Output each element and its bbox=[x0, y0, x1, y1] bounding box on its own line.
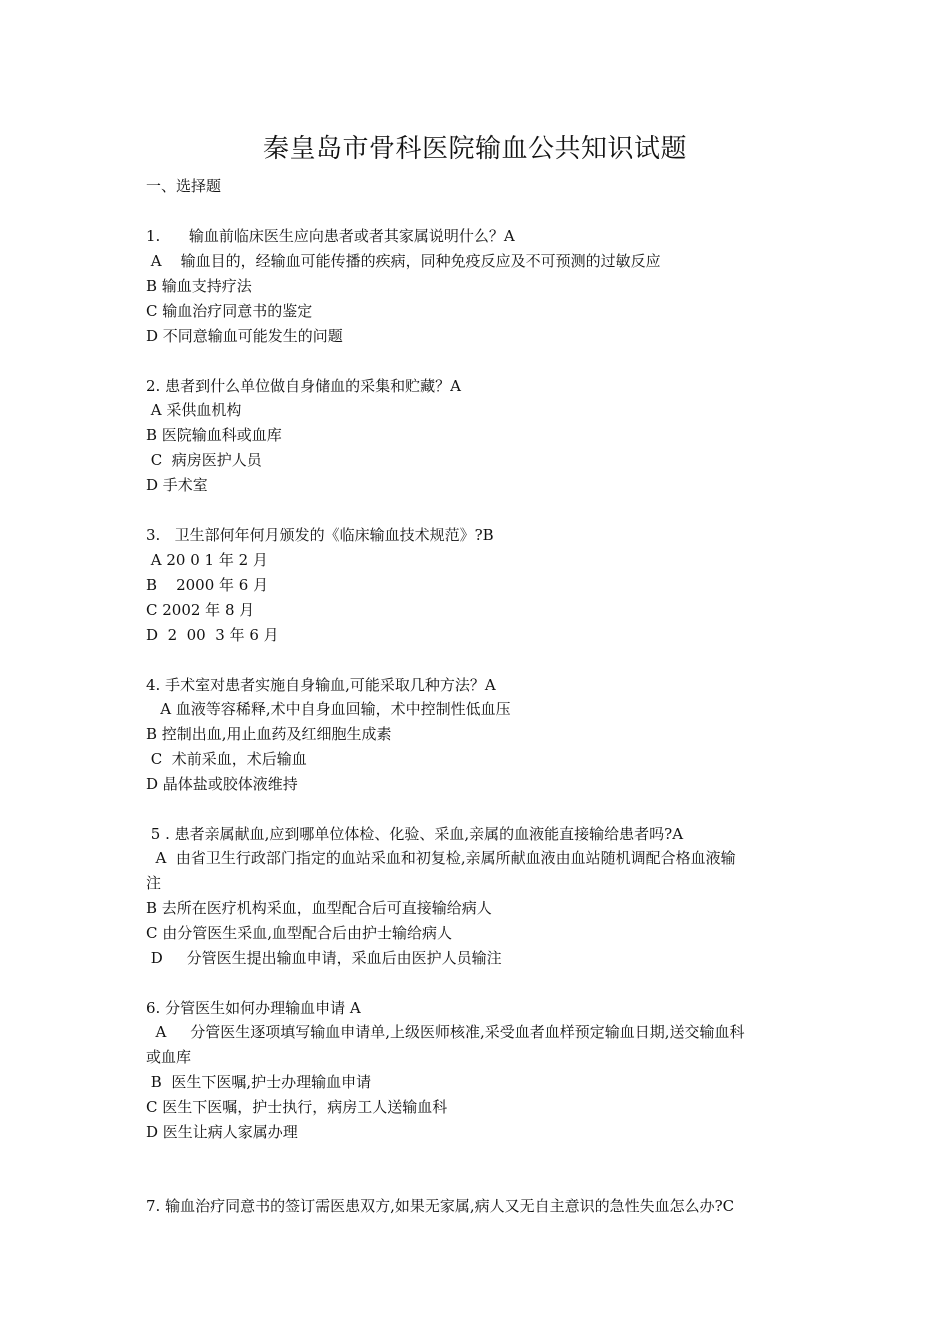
question-3-option-b: B 2000 年 6 月 bbox=[146, 576, 269, 594]
question-6-option-c: C 医生下医嘱，护士执行，病房工人送输血科 bbox=[146, 1098, 448, 1116]
question-3-option-d: D 2 00 3 年 6 月 bbox=[146, 626, 279, 644]
question-5-option-c: C 由分管医生采血,血型配合后由护士输给病人 bbox=[146, 924, 453, 942]
question-1-option-b: B 输血支持疗法 bbox=[146, 277, 252, 295]
question-5-option-a: A 由省卫生行政部门指定的血站采血和初复检,亲属所献血液由血站随机调配合格血液输 bbox=[146, 849, 736, 867]
question-3-text: 3. 卫生部何年何月颁发的《临床输血技术规范》?B bbox=[146, 526, 494, 544]
question-6-option-a: A 分管医生逐项填写输血申请单,上级医师核准,采受血者血样预定输血日期,送交输血科 bbox=[146, 1023, 745, 1041]
question-4-option-b: B 控制出血,用止血药及红细胞生成素 bbox=[146, 725, 392, 743]
question-3-option-a: A 20 0 1 年 2 月 bbox=[146, 551, 268, 569]
section-heading: 一、选择题 bbox=[146, 177, 222, 195]
question-2-option-a: A 采供血机构 bbox=[146, 401, 242, 419]
question-2-option-d: D 手术室 bbox=[146, 476, 208, 494]
question-4-option-c: C 术前采血，术后输血 bbox=[146, 750, 307, 768]
document-title: 秦皇岛市骨科医院输血公共知识试题 bbox=[262, 134, 687, 164]
question-1-option-c: C 输血治疗同意书的鉴定 bbox=[146, 302, 313, 320]
question-5-option-a-continued: 注 bbox=[146, 874, 162, 892]
question-2-option-b: B 医院输血科或血库 bbox=[146, 426, 282, 444]
question-3-option-c: C 2002 年 8 月 bbox=[146, 601, 255, 619]
question-2-text: 2. 患者到什么单位做自身储血的采集和贮藏？A bbox=[146, 377, 461, 395]
question-5-option-d: D 分管医生提出输血申请，采血后由医护人员输注 bbox=[146, 949, 502, 967]
question-5-text: 5 . 患者亲属献血,应到哪单位体检、化验、采血,亲属的血液能直接输给患者吗?A bbox=[146, 825, 684, 843]
question-6-option-a-continued: 或血库 bbox=[146, 1048, 192, 1066]
question-1-text: 1. 输血前临床医生应向患者或者其家属说明什么？A bbox=[146, 227, 515, 245]
question-4-option-d: D 晶体盐或胶体液维持 bbox=[146, 775, 298, 793]
question-6-option-d: D 医生让病人家属办理 bbox=[146, 1123, 298, 1141]
question-7-text: 7. 输血治疗同意书的签订需医患双方,如果无家属,病人又无自主意识的急性失血怎么办?C bbox=[146, 1197, 735, 1215]
question-6-text: 6. 分管医生如何办理输血申请 A bbox=[146, 999, 361, 1017]
question-1-option-d: D 不同意输血可能发生的问题 bbox=[146, 327, 343, 345]
question-2-option-c: C 病房医护人员 bbox=[146, 451, 262, 469]
question-4-text: 4. 手术室对患者实施自身输血,可能采取几种方法？A bbox=[146, 676, 496, 694]
question-1-option-a: A 输血目的，经输血可能传播的疾病，同种免疫反应及不可预测的过敏反应 bbox=[146, 252, 661, 270]
question-5-option-b: B 去所在医疗机构采血，血型配合后可直接输给病人 bbox=[146, 899, 492, 917]
question-4-option-a: A 血液等容稀释,术中自身血回输，术中控制性低血压 bbox=[146, 700, 511, 718]
question-6-option-b: B 医生下医嘱,护士办理输血申请 bbox=[146, 1073, 372, 1091]
